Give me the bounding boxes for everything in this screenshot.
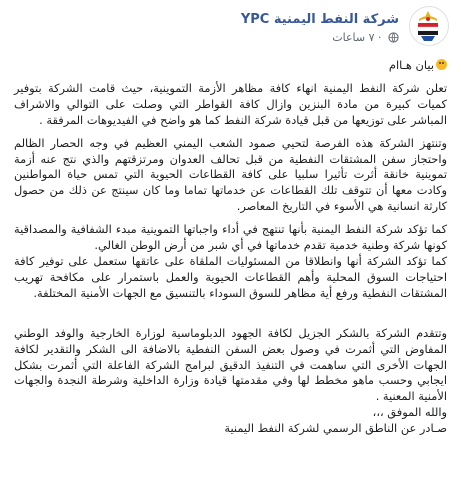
post-greeting: بيان هـاام	[14, 58, 447, 74]
paragraph-3: كما تؤكد شركة النفط اليمنية بأنها تنتهج في أداء واجباتها التموينية مبدء الشفافية والمصداقية كونها شركة وطنية خدمية تقدم خدماتها في أي شبر من أرض الوطن الغالي.	[14, 222, 447, 253]
globe-icon	[388, 32, 399, 46]
paragraph-2: وتنتهز الشركة هذه الفرصة لتحيي صمود الشعب اليمني العظيم في وجه الحصار الظالم واحتجاز سفن المشتقات النفطية من قبل تحالف العدوان ومرتزقتهم والذي نتج عنه أزمة تموينية خانقة أثرت تأثيرا سلبيا على كافة القطاعات الحيوية التي تمس حياة المواطنين وكادت معها أن تتوقف تلك القطاعات عن خدماتها تماما وما كان سينتج عن ذلك من حصول كارثة انسانية هي الأسوء في التاريخ المعاصر.	[14, 135, 447, 214]
emoji-icon	[436, 59, 447, 70]
post-header	[12, 6, 449, 52]
post-signature: صـادر عن الناطق الرسمي لشركة النفط اليمنية	[224, 421, 447, 436]
paragraph-4: كما تؤكد الشركة أنها وانطلاقا من المسئوليات الملقاة على عاتقها ستعمل على توفير كافة احتياجات السوق المحلية وأهم القطاعات الحيوية والعمل باستمرار على مكافحة تهريب المشتقات النفطية ورفع أية مظاهر للسوق السوداء بالتنسيق مع الجهات الأمنية المختلفة.	[14, 253, 447, 300]
ypc-logo-icon	[409, 7, 448, 46]
post-timestamp[interactable]: ٧ ساعات	[332, 31, 375, 44]
page-name-link[interactable]: شركة النفط اليمنية YPC	[240, 12, 399, 27]
paragraph-1: تعلن شركة النفط اليمنية انهاء كافة مظاهر الأزمة التموينية، حيث قامت الشركة بتوفير كميات كبيرة من مادة البنزين وازال كافة القواطر التي وصلت على التوالي والاشراف المباشر على توزيعها من قبل قيادة شركة النفط كما هو واضح في الفيديوهات المرفقة .	[14, 80, 447, 127]
paragraph-5: وتتقدم الشركة بالشكر الجزيل لكافة الجهود الدبلوماسية لوزارة الخارجية والوفد الوطني المفاوض التي أثمرت في وصول بعض السفن النفطية بالاضافة الى الشكر والتقدير لكافة الجهات الأخرى التي ساهمت في التنفيذ الدقيق لبرامج الشركة الفاعلة التي أثمرت بشكل ايجابي وحسب ماهو مخطط لها وفي مقدمتها قيادة وزارة الداخلية وشرطة النجدة والجهات الأمنية المعنية .	[14, 325, 447, 404]
post-meta	[332, 31, 399, 46]
post-closing: والله الموفق ،،،	[372, 405, 447, 420]
page-avatar[interactable]	[409, 6, 449, 46]
meta-separator: ·	[378, 31, 382, 44]
post-body	[14, 58, 447, 437]
